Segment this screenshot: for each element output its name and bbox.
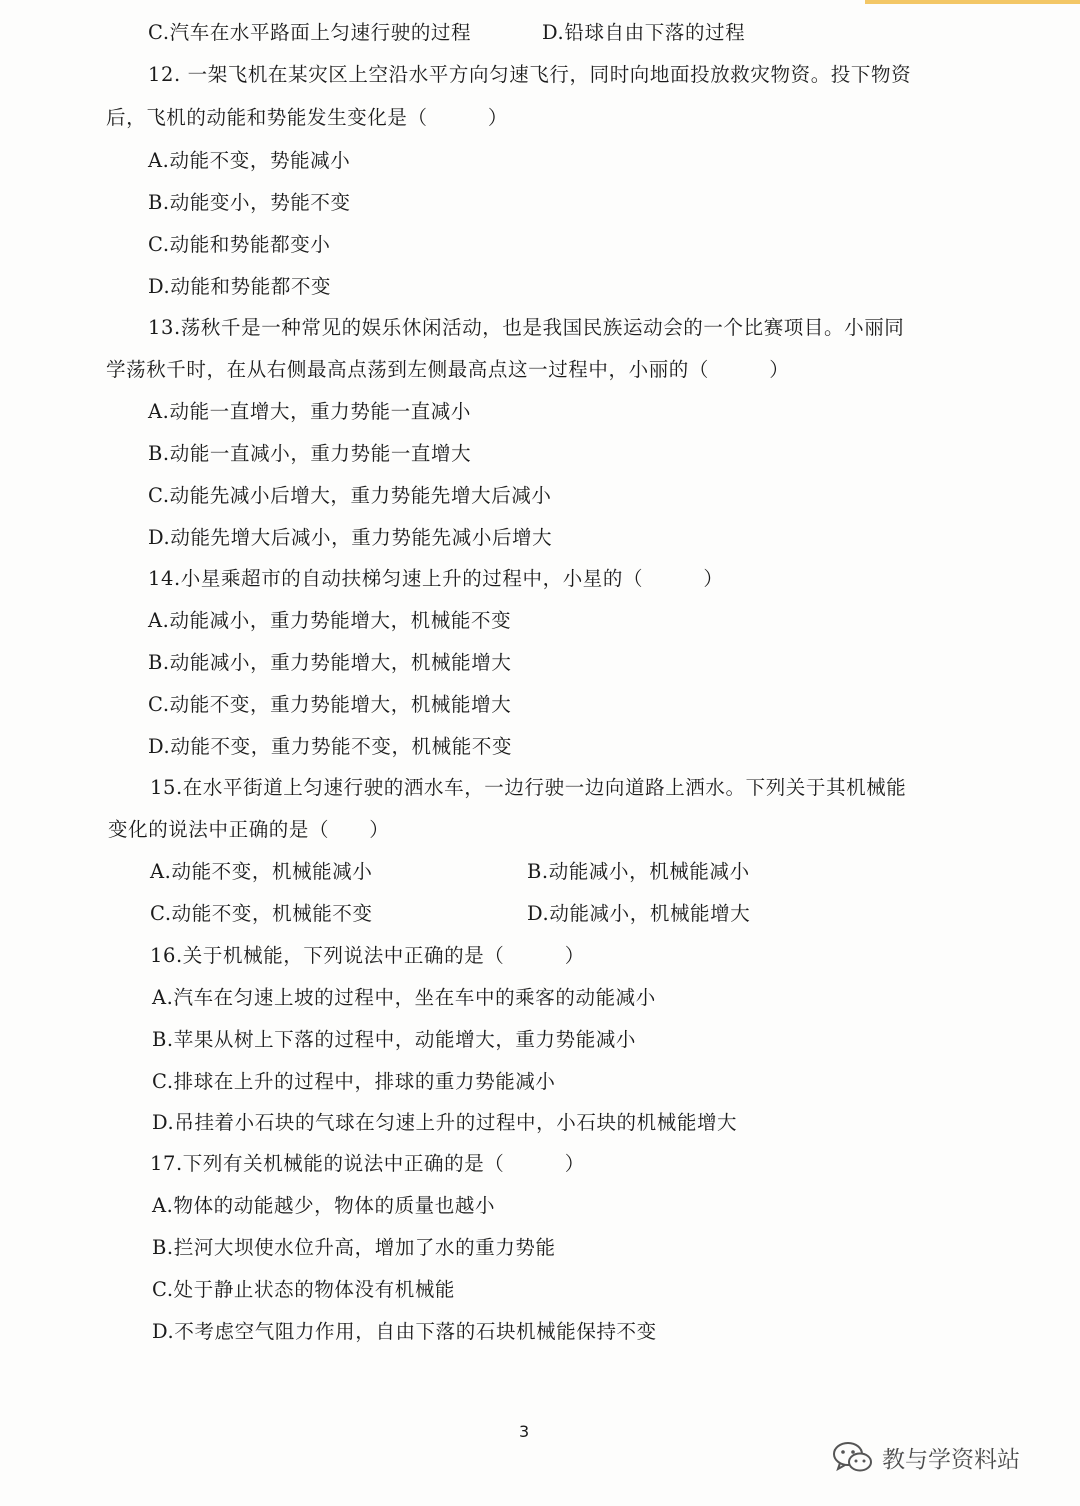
q12-option-c: C.动能和势能都变小 [148, 233, 331, 256]
q17-option-b: B.拦河大坝使水位升高，增加了水的重力势能 [152, 1236, 556, 1259]
q15-option-d: D.动能减小，机械能增大 [527, 902, 751, 925]
q16-option-b: B.苹果从树上下落的过程中，动能增大，重力势能减小 [152, 1028, 637, 1051]
q13-option-a: A.动能一直增大，重力势能一直减小 [148, 400, 471, 423]
q17-option-d: D.不考虑空气阻力作用，自由下落的石块机械能保持不变 [152, 1320, 657, 1343]
q15-option-c: C.动能不变，机械能不变 [150, 902, 373, 925]
q16-option-a: A.汽车在匀速上坡的过程中，坐在车中的乘客的动能减小 [152, 986, 656, 1009]
q14-option-b: B.动能减小，重力势能增大，机械能增大 [148, 651, 512, 674]
q15-stem-line1: 15.在水平街道上匀速行驶的洒水车，一边行驶一边向道路上洒水。下列关于其机械能 [150, 776, 907, 799]
q12-option-b: B.动能变小，势能不变 [148, 191, 351, 214]
q14-option-c: C.动能不变，重力势能增大，机械能增大 [148, 693, 512, 716]
q12-option-a: A.动能不变，势能减小 [148, 149, 351, 172]
q11-option-c: C.汽车在水平路面上匀速行驶的过程 [148, 21, 472, 44]
q11-option-d: D.铅球自由下落的过程 [542, 21, 746, 44]
q13-stem-line2: 学荡秋千时，在从右侧最高点荡到左侧最高点这一过程中，小丽的（ ） [106, 358, 790, 381]
top-accent-bar [865, 0, 1080, 4]
q13-option-b: B.动能一直减小，重力势能一直增大 [148, 442, 472, 465]
q15-stem-line2: 变化的说法中正确的是（ ） [108, 818, 390, 841]
page-number: 3 [519, 1422, 530, 1441]
q14-option-d: D.动能不变，重力势能不变，机械能不变 [148, 735, 513, 758]
q17-option-a: A.物体的动能越少，物体的质量也越小 [152, 1194, 496, 1217]
watermark-text: 教与学资料站 [882, 1446, 1020, 1473]
q17-option-c: C.处于静止状态的物体没有机械能 [152, 1278, 456, 1301]
q12-stem-line1: 12. 一架飞机在某灾区上空沿水平方向匀速飞行，同时向地面投放救灾物资。投下物资 [148, 63, 912, 86]
q13-stem-line1: 13.荡秋千是一种常见的娱乐休闲活动，也是我国民族运动会的一个比赛项目。小丽同 [148, 316, 905, 339]
q16-option-c: C.排球在上升的过程中，排球的重力势能减小 [152, 1070, 556, 1093]
q15-option-b: B.动能减小，机械能减小 [527, 860, 750, 883]
wechat-icon [832, 1440, 874, 1474]
q13-option-d: D.动能先增大后减小，重力势能先减小后增大 [148, 526, 553, 549]
q12-stem-line2: 后，飞机的动能和势能发生变化是（ ） [106, 106, 509, 129]
q14-option-a: A.动能减小，重力势能增大，机械能不变 [148, 609, 512, 632]
q15-option-a: A.动能不变，机械能减小 [150, 860, 373, 883]
q16-option-d: D.吊挂着小石块的气球在匀速上升的过程中，小石块的机械能增大 [152, 1111, 738, 1134]
q16-stem: 16.关于机械能，下列说法中正确的是（ ） [150, 944, 585, 967]
q13-option-c: C.动能先减小后增大，重力势能先增大后减小 [148, 484, 552, 507]
q12-option-d: D.动能和势能都不变 [148, 275, 332, 298]
q14-stem: 14.小星乘超市的自动扶梯匀速上升的过程中，小星的（ ） [148, 567, 724, 590]
watermark [832, 1440, 1020, 1474]
q17-stem: 17.下列有关机械能的说法中正确的是（ ） [150, 1152, 585, 1175]
